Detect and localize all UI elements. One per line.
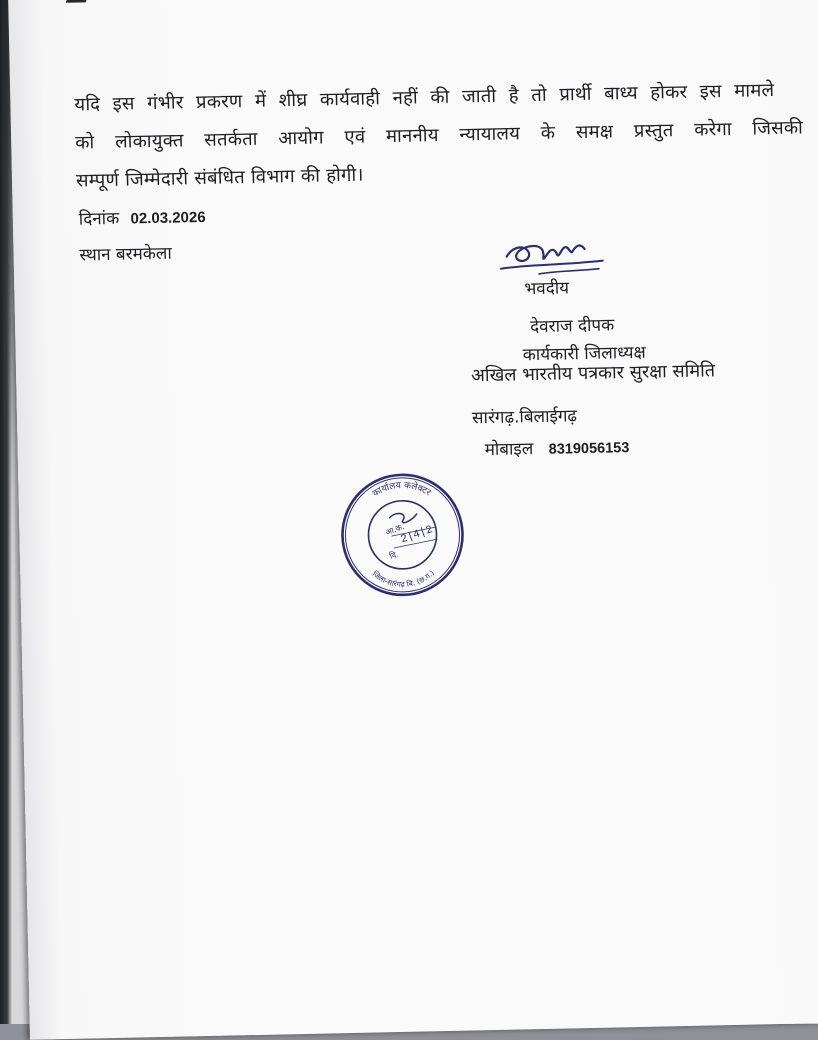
seal-ring-top-text: कार्यालय कलेक्टर <box>371 480 433 500</box>
signature-block <box>468 228 813 475</box>
paragraph-line: को लोकायुक्त सतर्कता आयोग एवं माननीय न्यायालय के समक्ष प्रस्तुत करेगा जिसकी <box>75 117 804 154</box>
page-fold-mark <box>66 0 91 3</box>
paragraph-line: यदि इस गंभीर प्रकरण में शीघ्र कार्यवाही नहीं की जाती है तो प्रार्थी बाध्य होकर इस मामले <box>74 79 775 116</box>
seal-graphic <box>336 469 469 602</box>
closing-paragraph <box>74 72 804 201</box>
mobile-number: 8319056153 <box>548 440 630 458</box>
seal-date-label: दि. <box>388 549 400 561</box>
seal-inward-number-label: आ.क. <box>384 522 406 537</box>
district-name: सारंगढ़.बिलाईगढ़ <box>471 406 578 429</box>
signatory-name: देवराज दीपक <box>529 315 615 338</box>
seal-initials-scribble <box>389 513 417 523</box>
office-seal-stamp <box>336 469 469 602</box>
signatory-designation: कार्यकारी जिलाध्यक्ष <box>522 342 646 366</box>
place-line: स्थान बरमकेला <box>79 243 172 266</box>
seal-date-handwritten: 2|4|2 <box>399 524 435 547</box>
mobile-label: मोबाइल <box>484 439 534 461</box>
letter-page <box>8 0 818 1040</box>
page-left-shadow <box>0 0 12 1024</box>
seal-ring-bottom-text: जिला-सारंगढ़ बि. (छ.ग.) <box>370 568 437 589</box>
paragraph-line: सम्पूर्ण जिम्मेदारी संबंधित विभाग की होगी। <box>75 164 364 192</box>
date-value: 02.03.2026 <box>130 208 206 228</box>
organization-name: अखिल भारतीय पत्रकार सुरक्षा समिति <box>470 360 716 387</box>
mobile-line <box>484 434 629 460</box>
date-line <box>79 204 206 230</box>
date-label: दिनांक <box>78 208 120 230</box>
closing-salutation: भवदीय <box>524 278 570 300</box>
